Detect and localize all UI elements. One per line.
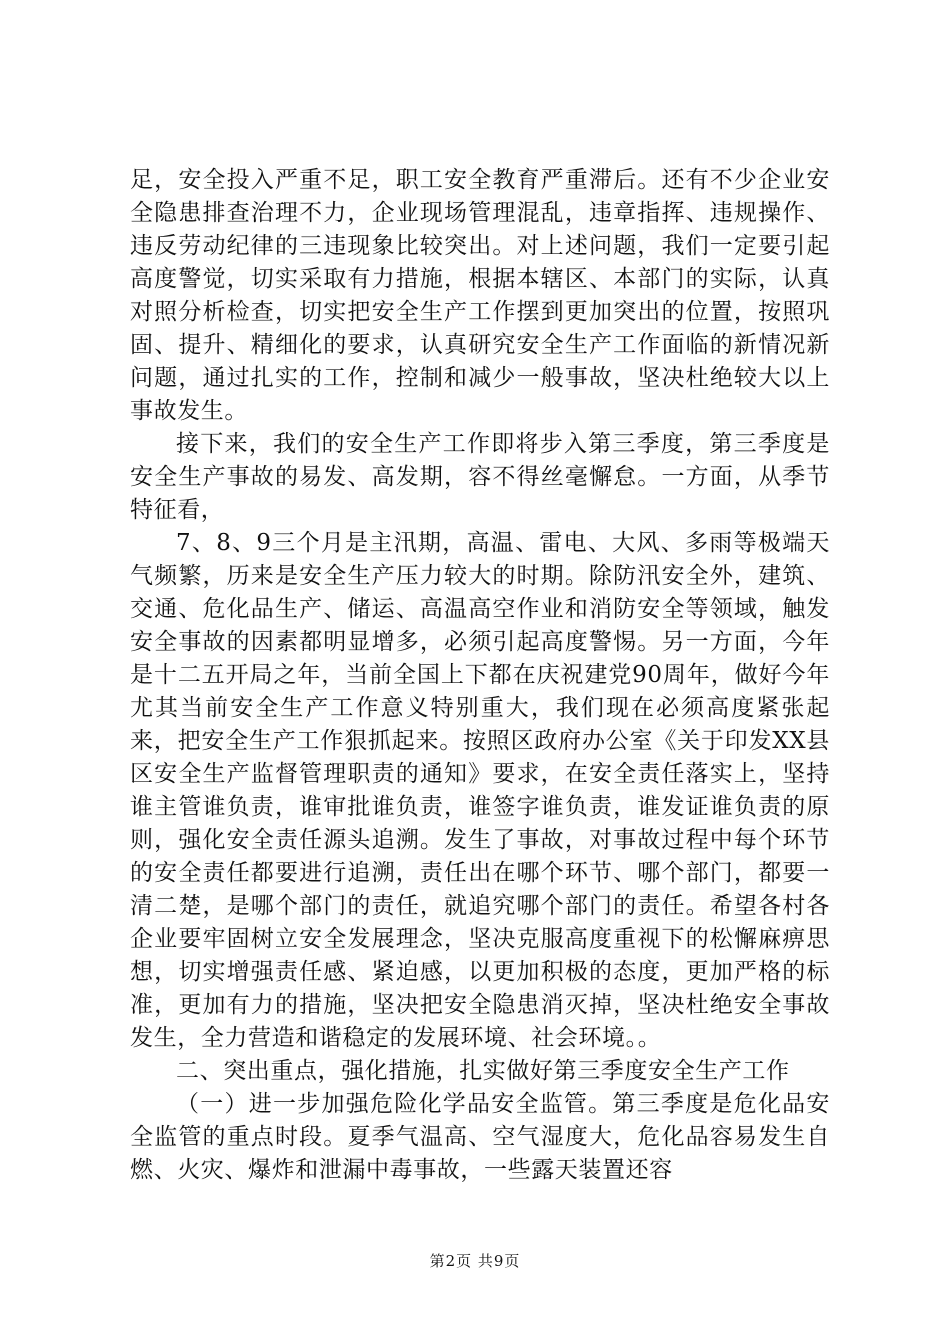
paragraph-3: 7、8、9三个月是主汛期，高温、雷电、大风、多雨等极端天气频繁，历来是安全生产压力较大的时期。除防汛安全外，建筑、交通、危化品生产、储运、高温高空作业和消防安全等领域，触发安全事故的因素都明显增多，必须引起高度警惕。另一方面，今年是十二五开局之年，当前全国上下都在庆祝建党90周年，做好今年尤其当前安全生产工作意义特别重大，我们现在必须高度紧张起来，把安全生产工作狠抓起来。按照区政府办公室《关于印发XX县区安全生产监督管理职责的通知》要求，在安全责任落实上，坚持谁主管谁负责，谁审批谁负责，谁签字谁负责，谁发证谁负责的原则，强化安全责任源头追溯。发生了事故，对事故过程中每个环节的安全责任都要进行追溯，责任出在哪个环节、哪个部门，都要一清二楚，是哪个部门的责任，就追究哪个部门的责任。希望各村各企业要牢固树立安全发展理念，坚决克服高度重视下的松懈麻痹思想，切实增强责任感、紧迫感，以更加积极的态度，更加严格的标准，更加有力的措施，坚决把安全隐患消灭掉，坚决杜绝安全事故发生，全力营造和谐稳定的发展环境、社会环境。。: [130, 530, 830, 1051]
document-body: [130, 164, 830, 1187]
section-heading-2: 二、突出重点，强化措施，扎实做好第三季度安全生产工作: [176, 1058, 790, 1084]
paragraph-5: （一）进一步加强危险化学品安全监管。第三季度是危化品安全监管的重点时段。夏季气温高、空气湿度大，危化品容易发生自燃、火灾、爆炸和泄漏中毒事故，一些露天装置还容: [130, 1091, 830, 1183]
page-footer: 第2页 共9页: [429, 1252, 521, 1270]
paragraph-2: 接下来，我们的安全生产工作即将步入第三季度，第三季度是安全生产事故的易发、高发期，容不得丝毫懈怠。一方面，从季节特征看，: [130, 431, 830, 523]
paragraph-1: 足，安全投入严重不足，职工安全教育严重滞后。还有不少企业安全隐患排查治理不力，企业现场管理混乱，违章指挥、违规操作、违反劳动纪律的三违现象比较突出。对上述问题，我们一定要引起高度警觉，切实采取有力措施，根据本辖区、本部门的实际，认真对照分析检查，切实把安全生产工作摆到更加突出的位置，按照巩固、提升、精细化的要求，认真研究安全生产工作面临的新情况新问题，通过扎实的工作，控制和减少一般事故，坚决杜绝较大以上事故发生。: [130, 167, 830, 424]
